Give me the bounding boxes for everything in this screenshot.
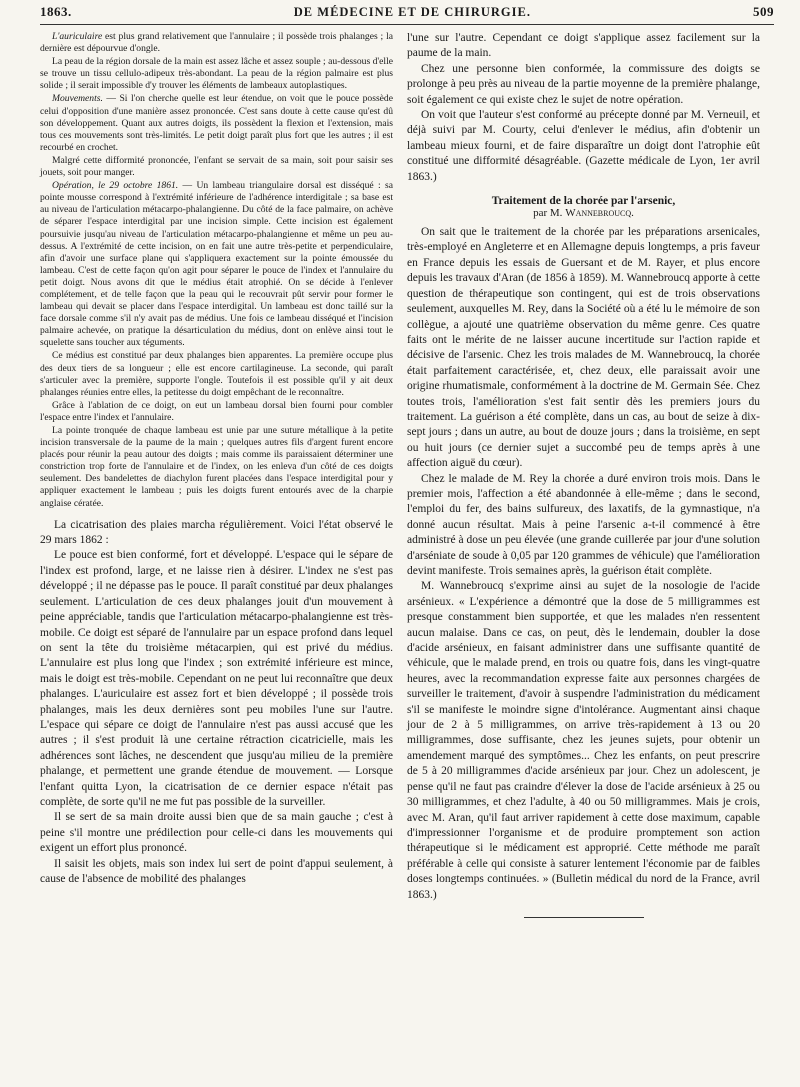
- paragraph: M. Wannebroucq s'exprime ainsi au sujet de la nosologie de l'acide arsénieux. « L'expérience a démontré que la dose de 5 milligrammes est presque constamment bien supportée, et que les malades n'en ressentent aucun malaise. Dans ce cas, on peut, dès le lendemain, doubler la dose d'acide arsénieux, en faisant administrer dans une suffisante quantité de véhicule, que le malade prend, en trois ou quatre fois, dans les vingt-quatre heures, avec la recommandation expresse faite aux personnes chargées de surveiller le traitement, d'avoir à suspendre l'administration du médicament s'il se manifeste le moindre signe d'intolérance. Augmentant ainsi chaque jour de 2 à 5 milligrammes, on arrive très-rapidement à 13 ou 20 milligrammes, dose suffisante, chez les jeunes sujets, pour obtenir un amendement marqué des symptômes... Chez les enfants, on peut prescrire de 5 à 20 milligrammes d'acide arsénieux par jour. Chez un adolescent, je pense qu'il ne faut pas craindre d'élever la dose de l'acide arsénieux à 25 ou 30 milligrammes, et chez l'adulte, à 40 ou 50 milligrammes. Mais je crois, avec M. Aran, qu'il faut arriver rapidement à cette dose maximum, capable d'impressionner l'organisme et de produire promptement son action thérapeutique si le médicament est approprié. Cette méthode me paraît préférable à celle qui consiste à saturer lentement l'économie par de faibles doses longtemps continuées. » (Bulletin médical du nord de la France, avril 1863.): [407, 580, 760, 901]
- paragraph: La cicatrisation des plaies marcha régulièrement. Voici l'état observé le 29 mars 1862 :: [40, 518, 393, 547]
- paragraph: Mouvements. — Si l'on cherche quelle est leur étendue, on voit que le pouce possède celui d'opposition d'une manière assez prononcée. C'est sans doute à cette cause qu'est dû son développement. Quant aux autres doigts, ils possèdent la flexion et l'extension, mais tous ces mouvements sont très-limités. Le petit doigt paraît plus fort que les autres ; il est recourbé en crochet.: [40, 93, 393, 153]
- left-small-text: [40, 31, 393, 510]
- paragraph: On voit que l'auteur s'est conformé au précepte donné par M. Verneuil, et déjà suivi par M. Courty, celui d'enlever le médius, afin d'obtenir un lambeau mieux fourni, et de faire disparaître un doigt dont l'atrophie eût constitué une difformité désagréable. (Gazette médicale de Lyon, 1er avril 1863.): [407, 109, 760, 183]
- article-title: Traitement de la chorée par l'arsenic,: [491, 195, 676, 208]
- paragraph: Chez une personne bien conformée, la commissure des doigts se prolonge à peu près au niveau de la partie moyenne de la première phalange, soit également ce qui existe chez le sujet de notre opération.: [407, 62, 760, 106]
- paragraph: Malgré cette difformité prononcée, l'enfant se servait de sa main, soit pour saisir ses jouets, soit pour manger.: [40, 154, 393, 179]
- paragraph: Le pouce est bien conformé, fort et développé. L'espace qui le sépare de l'index est profond, large, et ne laisse rien à désirer. L'index ne s'est pas développé ; il ne dépasse pas le pouce. Il paraît constitué par deux phalanges seulement. L'articulation de ces deux phalanges jouit d'un mouvement à peine appréciable, tandis que l'articulation métacarpo-phalangienne est très-mobile. Ce doigt est séparé de l'annulaire par un espace profond dans lequel on sent la tête du troisième métacarpien, qui est privé du médius. L'annulaire est plus long que l'index ; son extrémité inférieure est mince, mais le doigt est très-mobile. Cependant on ne peut lui reconnaître que deux phalanges. L'auriculaire est assez fort et bien développé ; il possède trois phalanges, mais les deux dernières sont peu mobiles l'une sur l'autre. L'espace qui sépare ce doigt de l'annulaire n'est pas aussi accusé que les autres ; il s'est produit là une certaine rétraction cicatricielle, mais les adhérences sont lâches, ne descendent que jusqu'au milieu de la première phalange, et permettent une grande étendue de mouvement. — Lorsque l'enfant quitta Lyon, la cicatrisation de ce dernier espace n'était pas complète, de sorte qu'il ne me fut pas possible de la surveiller.: [40, 549, 393, 808]
- paragraph: La peau de la région dorsale de la main est assez lâche et assez souple ; au-dessous d'elle se trouve un tissu cellulo-adipeux très-abondant. La peau de la région palmaire est plus solide ; il serait impossible d'y trouver les éléments de lambeaux autoplastiques.: [40, 56, 393, 92]
- right-column: [407, 31, 760, 918]
- left-column: [40, 31, 393, 918]
- paragraph: l'une sur l'autre. Cependant ce doigt s'applique assez facilement sur la paume de la main.: [407, 32, 760, 60]
- end-rule: [524, 917, 644, 918]
- paragraph: L'auriculaire est plus grand relativement que l'annulaire ; il possède trois phalanges ; la dernière est dépourvue d'ongle.: [40, 31, 393, 55]
- paragraph: Grâce à l'ablation de ce doigt, on eut un lambeau dorsal bien fourni pour combler l'espace entre l'index et l'annulaire.: [40, 399, 393, 423]
- paragraph: Opération, le 29 octobre 1861. — Un lambeau triangulaire dorsal est disséqué : sa pointe mousse correspond à l'extrémité inférieure de l'adhérence interdigitale ; sa base est au niveau de l'articulation métacarpo-phalangienne. Du côté de la face palmaire, on achève de séparer l'espace interdigital par une incision simple. Cette incision est également poursuivie jusqu'au niveau de l'articulation métacarpo-phalangienne et même un peu au-dessus. A l'extrémité de cette incision, on en fait une autre très-petite et perpendiculaire, afin d'avoir une surface plane qui s'appliquera exactement sur la pointe émoussée du lambeau. C'est de cette façon qu'on agit pour séparer le pouce de l'index et l'annulaire du petit doigt. Nous avons dit que le médius était atrophié. On se décide à l'enlever complétement, et de telle façon que la peau qui le recouvrait pût servir pour former le lambeau qui devait se placer dans l'espace interdigital. Un lambeau est donc taillé sur la face dorsale comme s'il n'y avait pas de médius. Une fois ce lambeau disséqué et l'incision palmaire achevée, on pratique la désarticulation du médius, dont on enlève ainsi tout le squelette sans toucher aux téguments.: [40, 180, 394, 349]
- paragraph: Il se sert de sa main droite aussi bien que de sa main gauche ; c'est à peine s'il montre une prédilection pour celle-ci dans les mouvements qui exigent un effort plus prononcé.: [40, 811, 393, 855]
- page-number: 509: [753, 4, 774, 19]
- paragraph: Ce médius est constitué par deux phalanges bien apparentes. La première occupe plus des deux tiers de sa longueur ; elle est encore cartilagineuse. La seconde, qui paraît s'articuler avec la première, supporte l'ongle. Toutefois il est possible qu'il y ait deux phalanges réunies entre elles, la petitesse du doigt empêchant de le reconnaître.: [40, 350, 393, 398]
- paragraph: Chez le malade de M. Rey la chorée a duré environ trois mois. Dans le premier mois, l'affection a été abandonnée à elle-même ; dans le second, l'emploi du fer, des bains sulfureux, des laxatifs, de la gymnastique, n'a donné aucun résultat. Mais à peine l'arsenic a-t-il commencé à être administré à dose un peu élevée (une grande cuillerée par jour d'une solution d'arséniate de soude à 0,05 par 120 grammes de véhicule) que l'amélioration devint manifeste. Trois semaines après, la guérison était complète.: [407, 472, 760, 577]
- paragraph: Il saisit les objets, mais son index lui sert de point d'appui seulement, à cause de l'absence de mobilité des phalanges: [40, 857, 393, 885]
- paragraph: On sait que le traitement de la chorée par les préparations arsenicales, très-employé en Angleterre et en Allemagne depuis longtemps, a pris faveur en France depuis les essais de Guersant et de M. Rayer, et plus encore depuis les travaux d'Aran (de 1856 à 1859). M. Wannebroucq apporte à cette question de thérapeutique son contingent, qui est de trois observations seulement, auxquelles M. Rey, dans la Société où a été lu le mémoire de son collègue, a ajouté une quatrième observation du même genre. Ces quatre faits ont le mérite de ne laisser aucune incertitude sur l'action rapide et décisive de l'arsenic. Chez les trois malades de M. Wannebroucq, la chorée était parfaitement caractérisée, et, chez deux, elle paraissait avoir une origine rhumatismale, conformément à la doctrine de M. Germain Sée. Chez toutes trois, l'amélioration s'est fait sentir dès les premiers jours du traitement. La guérison a été complète, dans un cas, au bout de seize à dix-sept jours ; dans un autre, au bout de douze jours ; dans la troisième, en sept ou huit jours (ce dernier sujet a succombé peu de temps après à une affection aiguë du cœur).: [407, 226, 760, 470]
- running-header: [40, 4, 774, 25]
- right-body-text: [407, 225, 760, 903]
- header-year: 1863.: [40, 4, 72, 19]
- header-title: DE MÉDECINE ET DE CHIRURGIE.: [293, 5, 531, 19]
- left-body-text: [40, 518, 393, 888]
- paragraph: La pointe tronquée de chaque lambeau est unie par une suture métallique à la petite incision transversale de la paume de la main ; quelques autres fils d'argent furent encore placés pour réunir la peau autour des doigts ; mais comme ils paraissaient déterminer une constriction trop forte de l'annulaire et de l'index, on les enleva d'un côté de ces doigts seulement. Des bandelettes de diachylon furent placées dans l'espace interdigital pour y appliquer exactement le lambeau ; puis les doigts furent entourés avec de la charpie anglaise cératée.: [40, 425, 393, 509]
- right-intro-text: [407, 31, 760, 185]
- article-author: par M. Wannebroucq.: [533, 207, 634, 220]
